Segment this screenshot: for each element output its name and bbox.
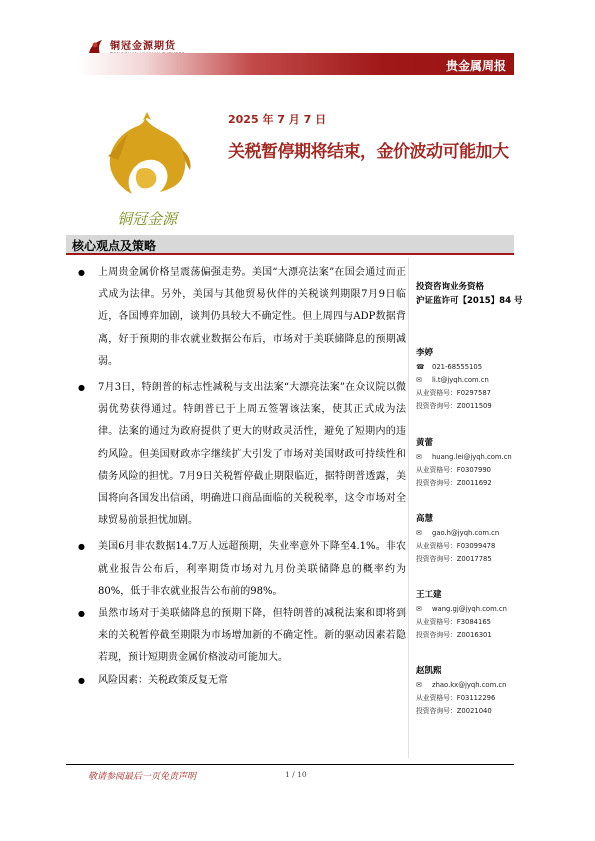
email-icon: ✉	[416, 529, 422, 537]
analyst-license: 从业资格号：F3084165	[416, 618, 491, 626]
analyst-consult: 投资咨询号：Z0016301	[416, 631, 492, 639]
key-points-list	[76, 262, 406, 692]
email-icon: ✉	[416, 605, 422, 613]
analyst-card	[416, 588, 507, 642]
analyst-email[interactable]: gao.h@jyqh.com.cn	[432, 529, 500, 537]
column-divider	[408, 258, 409, 758]
analyst-name: 高慧	[416, 514, 434, 524]
analyst-license: 从业资格号：F0297587	[416, 389, 491, 397]
analyst-license: 从业资格号：F03099478	[416, 542, 496, 550]
analyst-consult: 投资咨询号：Z0011509	[416, 402, 492, 410]
analyst-card	[416, 664, 506, 718]
analyst-consult: 投资咨询号：Z0017785	[416, 555, 492, 563]
key-point: ● 上周贵金属价格呈震荡偏强走势。美国“大漂亮法案”在国会通过而正式成为法律。另外，美国与其他贸易伙伴的关税谈判期限7月9日临近，各国博弈加剧，谈判仍具较大不确定性。但上周四与ADP数据背离，好于预期的非农就业数据公布后，市场对于美联储降息的预期减弱。	[76, 262, 406, 373]
analyst-card	[416, 436, 512, 490]
qualification-line-1: 投资咨询业务资格	[416, 282, 485, 292]
header-bar	[78, 53, 514, 75]
email-icon: ✉	[416, 681, 422, 689]
analyst-card	[416, 512, 499, 566]
key-point: ● 虽然市场对于美联储降息的预期下降，但特朗普的减税法案和即将到来的关税暂停截至期限为市场增加新的不确定性。新的驱动因素若隐若现，预计短期贵金属价格波动可能加大。	[76, 603, 406, 670]
report-title: 关税暂停期将结束，金价波动可能加大	[228, 142, 509, 162]
report-date: 2025 年 7 月 7 日	[228, 113, 327, 126]
analyst-license: 从业资格号：F03112296	[416, 694, 496, 702]
analyst-consult: 投资咨询号：Z0011692	[416, 479, 492, 487]
analyst-name: 赵凯熙	[416, 666, 442, 676]
qualification-block	[416, 280, 526, 308]
golden-emblem-icon	[98, 110, 196, 236]
report-type: 贵金属周报	[445, 59, 506, 73]
page-number: 1 / 10	[285, 770, 307, 779]
analyst-name: 王工建	[416, 590, 442, 600]
emblem-caption: 铜冠金源	[116, 210, 178, 228]
section-title: 核心观点及策略	[72, 239, 157, 253]
analyst-name: 黄蕾	[416, 438, 434, 448]
analyst-email[interactable]: zhao.kx@jyqh.com.cn	[432, 681, 507, 689]
footer-divider	[66, 764, 514, 765]
qualification-line-2: 沪证监许可【2015】84 号	[416, 296, 523, 306]
key-point: ● 美国6月非农数据14.7万人远超预期，失业率意外下降至4.1%。非农就业报告公布后，利率期货市场对九月份美联储降息的概率约为80%，低于非农就业报告公布前的98%。	[76, 536, 406, 603]
footer-disclaimer: 敬请参阅最后一页免责声明	[88, 772, 197, 782]
analyst-card	[416, 346, 492, 413]
email-icon: ✉	[416, 376, 422, 384]
phone-icon: ☎	[416, 363, 425, 371]
analyst-email[interactable]: wang.gj@jyqh.com.cn	[432, 605, 507, 613]
analyst-license: 从业资格号：F0307990	[416, 466, 491, 474]
section-header	[66, 235, 514, 255]
analyst-email[interactable]: li.t@jyqh.com.cn	[432, 376, 489, 384]
analyst-phone: 021-68555105	[432, 363, 483, 371]
email-icon: ✉	[416, 453, 422, 461]
analyst-consult: 投资咨询号：Z0021040	[416, 707, 492, 715]
analyst-name: 李婷	[416, 348, 434, 358]
analyst-email[interactable]: huang.lei@jyqh.com.cn	[432, 453, 512, 461]
company-name-cn: 铜冠金源期货	[110, 40, 176, 52]
key-point: ● 7月3日，特朗普的标志性减税与支出法案“大漂亮法案”在众议院以微弱优势获得通过。特朗普已于上周五签署该法案，使其正式成为法律。法案的通过为政府提供了更大的财政灵活性，避免了短期内的违约风险。但美国财政赤字继续扩大引发了市场对美国财政可持续性和债务风险的担忧。7月9日关税暂停截止期限临近，据特朗普透露，美国将向各国发出信函，明确进口商品面临的关税税率，这令市场对全球贸易前景担忧加剧。	[76, 377, 406, 532]
key-point: ● 风险因素：关税政策反复无常	[76, 670, 406, 692]
